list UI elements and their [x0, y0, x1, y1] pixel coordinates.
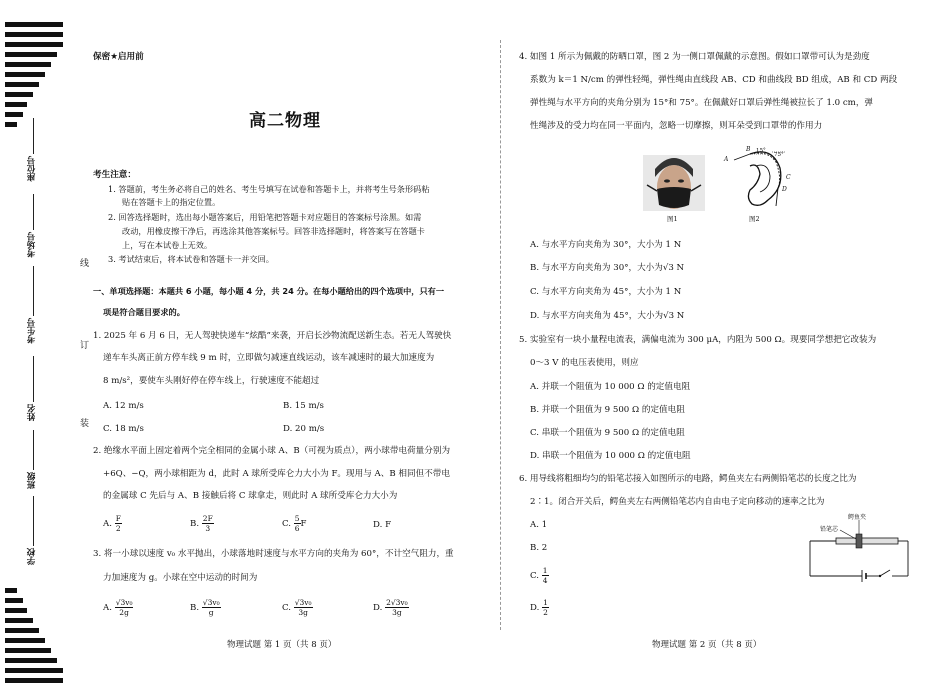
stripe [5, 668, 63, 673]
lead-label: 铅笔芯 [820, 526, 839, 533]
q3-option-d [373, 598, 409, 617]
notice-item: 贴在答题卡上的指定位置。 [122, 197, 221, 207]
footer-page-1: 物理试题 第 1 页（共 8 页） [227, 640, 337, 650]
option-label: D. [373, 603, 383, 613]
q6-text: 6. 用导线将粗细均匀的铅笔芯接入如图所示的电路，鳄鱼夹左右两侧铅笔芯的长度之比为 [519, 474, 857, 484]
stripe [5, 608, 27, 613]
notice-item: 1. 答题前，考生务必将自己的姓名、考生号填写在试卷和答题卡上，并将考生号条形码粘 [108, 184, 430, 194]
stripe [5, 92, 33, 97]
q1-option-c: C. 18 m/s [103, 424, 144, 434]
frac-den: 2 [115, 524, 121, 533]
clip-label: 鳄鱼夹 [848, 514, 867, 521]
section-heading: 一、单项选择题：本题共 6 小题，每小题 4 分，共 24 分。在每小题给出的四个选项中，只有一 [93, 286, 445, 296]
frac-den: 2g [119, 608, 129, 617]
stripe [5, 52, 57, 57]
stripe [5, 678, 63, 683]
label-a: A [724, 156, 729, 163]
q6-text: 2∶1。闭合开关后，鳄鱼夹左右两侧铅笔芯内自由电子定向移动的速率之比为 [530, 497, 825, 507]
option-label: B. [530, 543, 540, 553]
stripe [5, 62, 51, 67]
class-blank[interactable] [33, 430, 34, 470]
notice-item: 3. 考试结束后，将本试卷和答题卡一并交回。 [108, 254, 274, 264]
option-tail: F [300, 519, 307, 529]
frac-num: 2√3v₀ [386, 598, 408, 607]
stripe [5, 648, 51, 653]
q3-option-b [190, 598, 221, 617]
figure-ear-diagram [720, 144, 800, 216]
q2-option-d [373, 519, 391, 531]
class-label: 班级 [27, 472, 37, 489]
frac-num: 5 [294, 514, 300, 523]
q2-option-c [282, 514, 307, 533]
q4-text: 性绳涉及的受力均在同一平面内，忽略一切摩擦，则耳朵受到口罩带的作用力 [530, 121, 823, 131]
frac-num: 1 [542, 566, 548, 575]
q4-option-b: B. 与水平方向夹角为 30°，大小为√3 N [530, 263, 685, 273]
q6-option-d [530, 598, 549, 617]
frac-den: 3 [205, 524, 211, 533]
q5-option-c: C. 串联一个阻值为 9 500 Ω 的定值电阻 [530, 428, 685, 438]
exam-id-blank[interactable] [33, 266, 34, 316]
seat-blank[interactable] [33, 118, 34, 154]
fig1-caption: 图1 [667, 215, 678, 223]
frac-num: √3v₀ [115, 598, 133, 607]
stripe [5, 112, 23, 117]
stripe [5, 588, 17, 593]
q3-option-c [282, 598, 313, 617]
stripe [5, 628, 39, 633]
option-label: C. [282, 603, 292, 613]
notice-heading: 考生注意： [93, 170, 136, 180]
q5-text: 5. 实验室有一块小量程电流表，满偏电流为 300 μA，内阻为 500 Ω。现要同学想把它改装为 [519, 335, 877, 345]
q5-option-d: D. 串联一个阻值为 10 000 Ω 的定值电阻 [530, 451, 691, 461]
binding-mark-line: 线 [80, 259, 90, 269]
option-label: C. [530, 571, 540, 581]
binding-mark-order: 订 [80, 341, 90, 351]
option-label: A. [103, 519, 112, 529]
name-blank[interactable] [33, 356, 34, 402]
q5-option-a: A. 并联一个阻值为 10 000 Ω 的定值电阻 [530, 382, 691, 392]
option-label: A. [103, 603, 112, 613]
school-blank[interactable] [33, 496, 34, 546]
label-c: C [786, 174, 791, 181]
notice-item: 改动，用橡皮擦干净后，再选涂其他答案标号。回答非选择题时，将答案写在答题卡 [122, 226, 425, 236]
frac-num: 1 [543, 598, 548, 607]
label-b: B [746, 146, 751, 153]
stripe [5, 598, 23, 603]
q5-text: 0～3 V 的电压表使用，则应 [530, 358, 639, 368]
frac-den: g [208, 608, 214, 617]
frac-den: 6 [294, 524, 300, 533]
q2-option-b [190, 514, 214, 533]
q4-option-d: D. 与水平方向夹角为 45°，大小为√3 N [530, 311, 685, 321]
q4-option-c: C. 与水平方向夹角为 45°，大小为 1 N [530, 287, 682, 297]
name-label: 姓名 [27, 404, 37, 421]
q1-option-a: A. 12 m/s [103, 401, 144, 411]
room-label: 考场号 [27, 232, 37, 258]
notice-item: 2. 回答选择题时，选出每小题答案后，用铅笔把答题卡对应题目的答案标号涂黑。如需 [108, 212, 422, 222]
seat-label: 座位号 [27, 156, 37, 182]
stripe [5, 42, 63, 47]
q2-text: 2. 绝缘水平面上固定着两个完全相同的金属小球 A、B（可视为质点），两小球带电荷量分别为 [93, 446, 451, 456]
q4-text: 弹性绳与水平方向的夹角分别为 15°和 75°。在佩戴好口罩后弹性绳被拉长了 1.0 cm，弹 [530, 98, 874, 108]
secret-mark: 保密★启用前 [93, 52, 144, 62]
q6-option-c [530, 566, 549, 585]
circuit-diagram [790, 512, 915, 582]
q1-option-b: B. 15 m/s [283, 401, 324, 411]
frac-num: √3v₀ [202, 598, 220, 607]
q3-text: 力加速度为 g。小球在空中运动的时间为 [103, 573, 258, 583]
frac-den: 3g [392, 608, 402, 617]
option-label: C. [282, 519, 292, 529]
option-label: A. [530, 520, 539, 530]
stripe [5, 32, 63, 37]
option-label: D. [530, 603, 540, 613]
frac-den: 2 [543, 608, 548, 617]
stripe [5, 658, 57, 663]
option-tail: F [385, 520, 392, 530]
q4-text: 系数为 k＝1 N/cm 的弹性轻绳，弹性绳由直线段 AB、CD 和曲线段 BD 组成，AB 和 CD 两段 [530, 75, 898, 85]
stripe [5, 82, 39, 87]
q6-option-a [530, 519, 547, 531]
angle-75: 75° [774, 152, 784, 158]
option-label: B. [190, 603, 200, 613]
q3-text: 3. 将一小球以速度 v₀ 水平抛出，小球落地时速度与水平方向的夹角为 60°，不计空气阻力，重 [93, 549, 454, 559]
q1-text: 8 m/s²，要使车头刚好停在停车线上，行驶速度不能超过 [103, 376, 320, 386]
angle-15: 15° [756, 148, 766, 154]
stripe [5, 72, 45, 77]
notice-item: 上，写在本试卷上无效。 [122, 240, 213, 250]
stripe [5, 22, 63, 27]
school-label: 学校 [27, 548, 37, 565]
q4-option-a: A. 与水平方向夹角为 30°，大小为 1 N [530, 240, 682, 250]
option-label: D. [373, 520, 383, 530]
q3-option-a [103, 598, 133, 617]
q1-text: 递车车头离正前方停车线 9 m 时，立即做匀减速直线运动，该车减速时的最大加速度为 [103, 353, 435, 363]
stripe [5, 122, 17, 127]
frac-num: F [115, 514, 121, 523]
option-label: B. [190, 519, 200, 529]
q5-option-b: B. 并联一个阻值为 9 500 Ω 的定值电阻 [530, 405, 685, 415]
q1-text: 1. 2025 年 6 月 6 日，无人驾驶快递车“炫酷”来袭，开启长沙物流配送新生态。若无人驾驶快 [93, 331, 452, 341]
footer-page-2: 物理试题 第 2 页（共 8 页） [652, 640, 762, 650]
figure-mask-photo [643, 155, 705, 211]
column-divider [500, 40, 501, 630]
option-tail: 2 [541, 543, 548, 553]
frac-den: 4 [542, 576, 548, 585]
label-d: D [782, 186, 787, 193]
stripe [5, 638, 45, 643]
page-title: 高二物理 [249, 111, 321, 131]
exam-id-label: 考生号 [27, 318, 37, 344]
frac-num: 2F [202, 514, 213, 523]
binding-mark-bind: 装 [80, 419, 90, 429]
stripe [5, 102, 27, 107]
q4-text: 4. 如图 1 所示为佩戴的防晒口罩，图 2 为一侧口罩佩戴的示意图。假如口罩带可认为是劲度 [519, 52, 870, 62]
q1-option-d: D. 20 m/s [283, 424, 325, 434]
q6-option-b [530, 542, 547, 554]
q2-text: 的金属球 C 先后与 A、B 接触后将 C 球拿走，则此时 A 球所受库仑力大小为 [103, 491, 398, 501]
q2-text: +6Q、−Q，两小球相距为 d，此时 A 球所受库仑力大小为 F。现用与 A、B 相同但不带电 [103, 469, 450, 479]
stripe [5, 618, 33, 623]
frac-den: 3g [298, 608, 308, 617]
fig2-caption: 图2 [749, 215, 760, 223]
mask-photo-illustration [643, 155, 705, 211]
q2-option-a [103, 514, 122, 533]
frac-num: √3v₀ [294, 598, 312, 607]
section-heading-cont: 项是符合题目要求的。 [103, 307, 185, 317]
room-blank[interactable] [33, 194, 34, 230]
option-tail: 1 [541, 520, 548, 530]
